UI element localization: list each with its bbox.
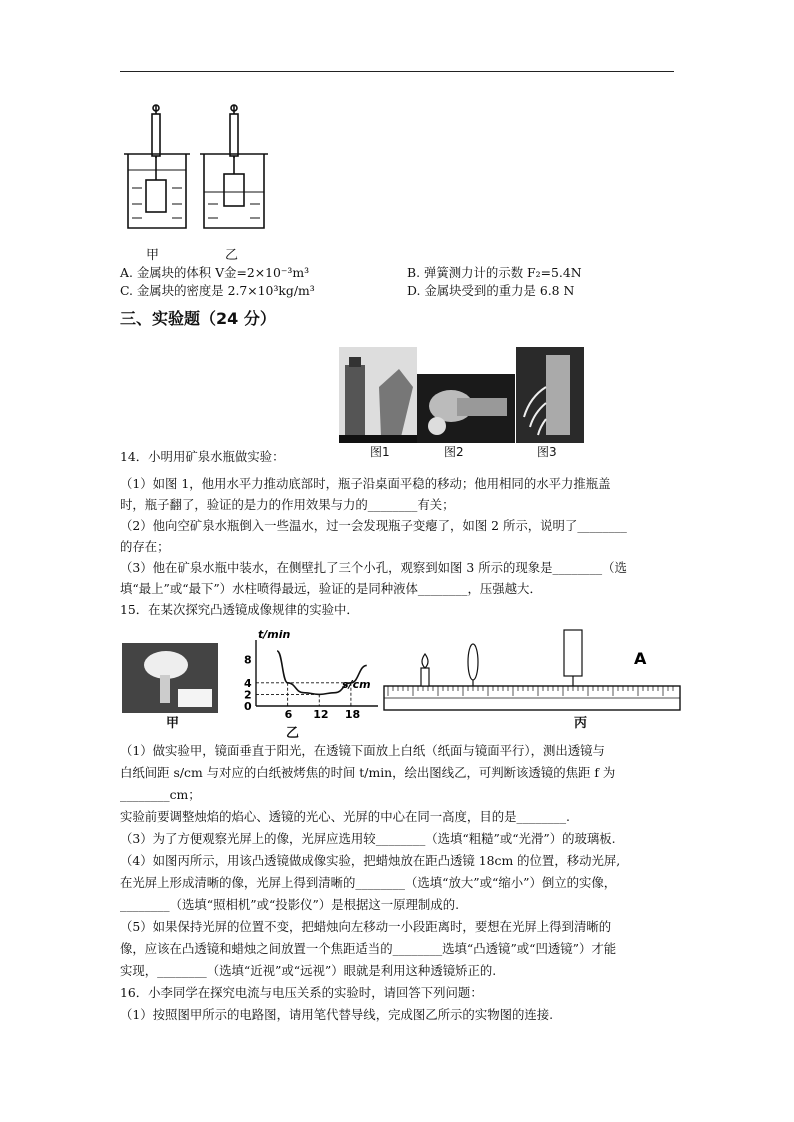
q14-p2a: （2）他向空矿泉水瓶倒入一些温水，过一会发现瓶子变瘪了，如图 2 所示，说明了________	[120, 518, 627, 533]
x-tick-label: 18	[344, 708, 361, 721]
y-tick-label: 8	[244, 653, 252, 667]
q16-p1: （1）按照图甲所示的电路图，请用笔代替导线，完成图乙所示的实物图的连接.	[120, 1007, 554, 1022]
q16-stem: 16．小李同学在探究电流与电压关系的实验时，请回答下列问题：	[120, 985, 483, 1000]
q14-p1b: 时，瓶子翻了，验证的是力的作用效果与力的________有关；	[120, 497, 455, 512]
q14-stem: 14．小明用矿泉水瓶做实验：	[120, 449, 285, 464]
screen-image-mark: A	[634, 649, 647, 668]
lens	[468, 644, 478, 686]
q15-l6: （3）为了方便观察光屏上的像，光屏应选用较________（选填“粗糙”或“光滑”）的玻璃板.	[120, 831, 616, 846]
q15-l11: 像，应该在凸透镜和蜡烛之间放置一个焦距适当的________选填“凸透镜”或“凹透镜”）才能	[120, 941, 617, 956]
y-tick-label: 2	[244, 688, 252, 702]
label-fig1: 图1	[370, 445, 390, 459]
q15-stem: 15．在某次探究凸透镜成像规律的实验中．	[120, 602, 359, 617]
option-d: D. 金属块受到的重力是 6.8 N	[407, 283, 575, 298]
q14-p3a: （3）他在矿泉水瓶中装水，在侧壁扎了三个小孔，观察到如图 3 所示的现象是________（选	[120, 560, 627, 575]
q15-l8: 在光屏上形成清晰的像，光屏上得到清晰的________（选填“放大”或“缩小”）倒立的实像，	[120, 875, 617, 890]
q15-l10: （5）如果保持光屏的位置不变，把蜡烛向左移动一小段距离时，要想在光屏上得到清晰的	[120, 919, 612, 934]
option-b: B. 弹簧测力计的示数 F₂=5.4N	[407, 265, 582, 280]
x-tick-label: 6	[284, 708, 293, 721]
label-15-jia: 甲	[166, 716, 180, 731]
optical-bench	[384, 624, 680, 728]
label-15-bing: 丙	[574, 716, 588, 731]
header-rule	[120, 71, 674, 72]
chart-15-yi	[226, 628, 386, 738]
y-tick-label: 0	[244, 700, 252, 713]
q15-l4: 实验前要调整烛焰的焰心、透镜的光心、光屏的中心在同一高度，目的是________.	[120, 809, 571, 824]
x-tick-label: 12	[313, 708, 329, 721]
q15-l1: （1）做实验甲，镜面垂直于阳光，在透镜下面放上白纸（纸面与镜面平行），测出透镜与	[120, 743, 605, 758]
beaker-jia	[124, 105, 190, 228]
label-fig3: 图3	[537, 445, 557, 459]
beaker-figure	[118, 100, 278, 260]
beaker-yi	[200, 105, 268, 228]
photo-fig1	[339, 347, 417, 443]
label-15-yi: 乙	[286, 726, 300, 741]
photo-15-jia	[122, 643, 218, 713]
photo-fig3	[516, 347, 584, 443]
option-c: C. 金属块的密度是 2.7×10³kg/m³	[120, 283, 315, 298]
caption-yi: 乙	[225, 248, 239, 263]
q15-l12: 实现，________（选填“近视”或“远视”）眼就是利用这种透镜矫正的.	[120, 963, 497, 978]
q14-p3b: 填“最上”或“最下”）水柱喷得最远，验证的是同种液体________，压强越大．	[120, 581, 542, 596]
y-axis-label: t/min	[258, 628, 291, 641]
option-a: A. 金属块的体积 V金=2×10⁻³m³	[120, 265, 310, 280]
q15-l2: 白纸间距 s/cm 与对应的白纸被烤焦的时间 t/min，绘出图线乙，可判断该透镜的焦距 f 为	[120, 765, 616, 780]
caption-jia: 甲	[146, 248, 160, 263]
x-axis-label: s/cm	[342, 678, 371, 691]
photo-fig2	[417, 374, 515, 443]
label-fig2: 图2	[444, 445, 464, 459]
q14-p1a: （1）如图 1，他用水平力推动底部时，瓶子沿桌面平稳的移动；他用相同的水平力推瓶盖	[120, 476, 611, 491]
screen	[564, 630, 582, 686]
section-title: 三、实验题（24 分）	[120, 309, 276, 328]
q14-p2b: 的存在；	[120, 539, 170, 554]
q15-l7: （4）如图丙所示，用该凸透镜做成像实验，把蜡烛放在距凸透镜 18cm 的位置，移动光屏,	[120, 853, 621, 868]
q15-l9: ________（选填“照相机”或“投影仪”）是根据这一原理制成的.	[120, 897, 460, 912]
y-tick-label: 4	[244, 676, 252, 690]
q15-l3: ________cm；	[120, 787, 201, 802]
candle	[421, 654, 429, 686]
